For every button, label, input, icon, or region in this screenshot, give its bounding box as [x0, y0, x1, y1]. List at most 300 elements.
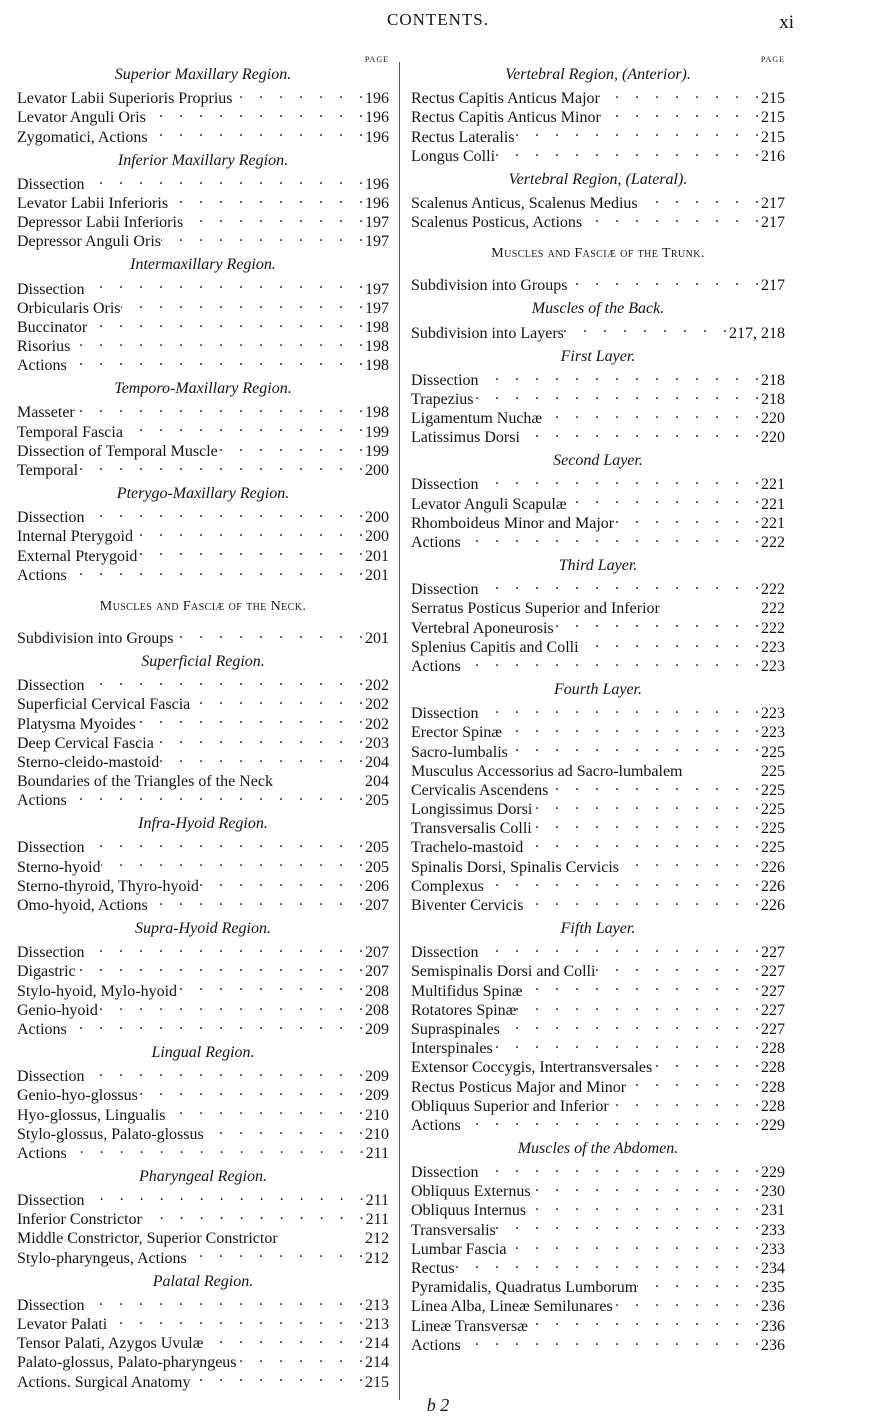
entry-page-number: 198 — [365, 318, 389, 336]
entry-page-number: 213 — [365, 1296, 389, 1314]
leader-dots — [75, 398, 365, 417]
entry-page-number: 218 — [761, 371, 785, 389]
contents-entry — [411, 1331, 785, 1354]
entry-page-number: 212 — [365, 1249, 389, 1267]
entry-title: Dissection — [17, 509, 85, 527]
entry-page-number: 222 — [761, 581, 785, 599]
entry-page-number: 215 — [761, 128, 785, 146]
entry-page-number: 225 — [761, 781, 785, 799]
entry-title: Complexus — [411, 877, 484, 895]
leader-dots — [638, 189, 761, 208]
signature-mark — [0, 1395, 876, 1416]
entry-title: Dissection — [411, 581, 479, 599]
entry-title: Dissection — [17, 677, 85, 695]
entry-page-number: 218 — [761, 390, 785, 408]
leader-dots — [85, 503, 365, 522]
contents-entry — [17, 170, 389, 193]
entry-title: Internal Pterygoid — [17, 528, 133, 546]
leader-dots — [461, 528, 761, 547]
leader-dots — [523, 976, 761, 995]
entry-title: Platysma Myoides — [17, 715, 136, 733]
section-heading: Fourth Layer. — [554, 680, 642, 698]
entry-title: Buccinator — [17, 318, 88, 336]
entry-title: Actions — [411, 534, 461, 552]
leader-dots — [76, 957, 365, 976]
entry-page-number: 223 — [761, 638, 785, 656]
entry-title: Levator Anguli Oris — [17, 109, 146, 127]
contents-entry — [17, 1062, 389, 1086]
contents-column-left — [17, 54, 389, 1391]
contents-entry — [411, 470, 785, 494]
entry-page-number: 228 — [761, 1059, 785, 1077]
entry-title: Dissection — [17, 839, 85, 857]
contents-entry — [17, 1015, 389, 1038]
leader-dots — [496, 1215, 761, 1234]
entry-title: Sterno-hyoid — [17, 858, 101, 876]
entry-page-number: 200 — [365, 509, 389, 527]
entry-title: Stylo-hyoid, Mylo-hyoid — [17, 982, 178, 1000]
entry-title: Scalenus Posticus, Actions — [411, 214, 583, 232]
leader-dots — [479, 366, 761, 385]
entry-page-number: 215 — [365, 1373, 389, 1391]
entry-page-number: 223 — [761, 657, 785, 675]
entry-title: Levator Labii Inferioris — [17, 194, 169, 212]
leader-dots — [78, 456, 365, 475]
leader-dots — [168, 189, 365, 208]
leader-dots — [233, 84, 365, 103]
leader-dots — [520, 423, 761, 442]
entry-page-number: 197 — [365, 214, 389, 232]
entry-title: Rectus Posticus Major and Minor — [411, 1078, 627, 1096]
entry-title: Longus Colli — [411, 147, 496, 165]
entry-title: Lineæ Transversæ — [411, 1317, 528, 1335]
entry-page-number: 196 — [365, 128, 389, 146]
entry-title: Sterno-thyroid, Thyro-hyoid — [17, 877, 199, 895]
leader-dots — [177, 976, 365, 995]
contents-entry — [17, 786, 389, 810]
entry-page-number: 196 — [365, 194, 389, 212]
entry-page-number: 213 — [365, 1316, 389, 1334]
entry-page-number: 217 — [761, 214, 785, 232]
entry-page-number: 221 — [761, 495, 785, 513]
entry-title: Temporal Fascia — [17, 423, 123, 441]
leader-dots — [516, 996, 761, 1015]
entry-page-number: 196 — [365, 109, 389, 127]
leader-dots — [67, 1139, 366, 1158]
entry-title: Obliquus Externus — [411, 1183, 531, 1201]
entry-title: Rectus Capitis Anticus Major — [411, 90, 600, 108]
entry-title: Splenius Capitis and Colli — [411, 638, 579, 656]
leader-dots — [495, 142, 761, 161]
section-heading: Intermaxillary Region. — [130, 256, 276, 274]
signature-mark-text: b 2 — [426, 1395, 450, 1415]
contents-list-left — [17, 65, 389, 1391]
leader-dots — [159, 748, 365, 767]
page-header — [0, 8, 876, 38]
leader-dots — [479, 699, 761, 718]
leader-dots — [502, 718, 761, 737]
entry-page-number: 196 — [365, 175, 389, 193]
entry-title: Multifidus Spinæ — [411, 982, 523, 1000]
leader-dots — [461, 1111, 761, 1130]
leader-dots — [121, 294, 365, 313]
entry-title: Interspinales — [411, 1040, 493, 1058]
leader-dots — [85, 1291, 365, 1310]
entry-title: Dissection of Temporal Muscle — [17, 442, 218, 460]
entry-page-number: 221 — [761, 476, 785, 494]
leader-dots — [523, 833, 761, 852]
entry-title: Actions — [17, 357, 67, 375]
section-heading: Second Layer. — [553, 452, 643, 470]
leader-dots — [493, 1034, 761, 1053]
entry-page-number: 217 — [761, 277, 785, 295]
entry-title: Dissection — [411, 1164, 479, 1182]
entry-title: Actions — [17, 792, 67, 810]
contents-entry — [17, 561, 389, 584]
entry-page-number: 214 — [365, 1354, 389, 1372]
entry-title: Palato-glossus, Palato-pharyngeus — [17, 1354, 237, 1372]
contents-entry — [17, 398, 389, 422]
contents-entry — [17, 938, 389, 962]
entry-page-number: 203 — [365, 734, 389, 752]
page-column-label: PAGE — [760, 55, 785, 64]
section-heading: Third Layer. — [558, 557, 638, 574]
section-heading: Pterygo-Maxillary Region. — [116, 485, 290, 502]
entry-page-number: 217 — [761, 194, 785, 212]
entry-title: Genio-hyo-glossus — [17, 1087, 138, 1105]
entry-title: Vertebral Aponeurosis — [411, 619, 554, 637]
entry-title: Dissection — [17, 1296, 85, 1314]
leader-dots — [564, 318, 729, 337]
entry-title: Musculus Accessorius ad Sacro-lumbalem — [411, 762, 683, 780]
leader-dots — [637, 1273, 761, 1292]
entry-title: Actions — [17, 1144, 67, 1162]
leader-dots — [133, 522, 365, 541]
leader-dots — [101, 852, 365, 871]
entry-title: Extensor Coccygis, Intertransversales — [411, 1059, 653, 1077]
leader-dots — [461, 1331, 761, 1350]
page-column-label: PAGE — [364, 55, 389, 64]
entry-title: Orbicularis Oris — [17, 299, 121, 317]
entry-page-number: 209 — [365, 1020, 389, 1038]
leader-dots — [137, 541, 365, 560]
section-heading: Palatal Region. — [152, 1272, 254, 1290]
entry-title: Temporal — [17, 462, 79, 480]
contents-entry — [411, 84, 785, 108]
entry-page-number: 221 — [761, 514, 785, 532]
entry-page-number: 209 — [365, 1087, 389, 1105]
section-heading: Vertebral Region, (Lateral). — [508, 170, 688, 188]
contents-entry — [17, 503, 389, 527]
entry-page-number: 235 — [761, 1279, 785, 1297]
entry-page-number: 227 — [761, 944, 785, 962]
entry-page-number: 227 — [761, 963, 785, 981]
leader-dots — [183, 208, 365, 227]
section-heading: Infra-Hyoid Region. — [138, 815, 268, 833]
contents-entry — [17, 1139, 389, 1162]
entry-page-number: 197 — [365, 299, 389, 317]
entry-title: Trapezius — [411, 390, 474, 408]
entry-title: Subdivision into Groups — [17, 629, 174, 647]
entry-title: Omo-hyoid, Actions — [17, 897, 148, 915]
entry-title: Rhomboideus Minor and Major — [411, 514, 615, 532]
entry-title: Deep Cervical Fascia — [17, 734, 154, 752]
entry-title: Obliquus Internus — [411, 1202, 527, 1220]
leader-dots — [600, 84, 761, 103]
leader-dots — [479, 938, 761, 957]
entry-page-number: 226 — [761, 897, 785, 915]
entry-title: Serratus Posticus Superior and Inferior — [411, 600, 660, 618]
leader-dots — [567, 489, 761, 508]
leader-dots — [508, 737, 761, 756]
entry-title: Latissimus Dorsi — [411, 429, 520, 447]
entry-page-number: 198 — [365, 357, 389, 375]
entry-page-number: 212 — [365, 1230, 389, 1248]
entry-title: Actions. Surgical Anatomy — [17, 1373, 191, 1391]
leader-dots — [85, 170, 365, 189]
entry-title: Rectus — [411, 1260, 455, 1278]
entry-title: Dissection — [17, 944, 85, 962]
leader-dots — [532, 814, 761, 833]
leader-dots — [85, 274, 365, 293]
leader-dots — [70, 332, 365, 351]
contents-entry — [17, 351, 389, 375]
leader-dots — [190, 690, 365, 709]
entry-page-number: 236 — [761, 1336, 785, 1354]
entry-page-number: 229 — [761, 1164, 785, 1182]
entry-page-number: 228 — [761, 1097, 785, 1115]
entry-page-number: 229 — [761, 1116, 785, 1134]
entry-page-number: 222 — [761, 534, 785, 552]
entry-page-number: 230 — [761, 1183, 785, 1201]
leader-dots — [515, 122, 761, 141]
contents-entry — [411, 1254, 785, 1278]
entry-title: Superficial Cervical Fascia — [17, 696, 191, 714]
leader-dots — [67, 561, 365, 580]
leader-dots — [138, 1081, 365, 1100]
entry-page-number: 225 — [761, 801, 785, 819]
entry-title: Zygomatici, Actions — [17, 128, 148, 146]
entry-title: External Pterygoid — [17, 547, 138, 565]
leader-dots — [479, 575, 761, 594]
entry-title: Subdivision into Groups — [411, 277, 568, 295]
contents-entry — [17, 1291, 389, 1314]
contents-entry — [411, 189, 785, 212]
entry-title: Levator Labii Superioris Proprius — [17, 90, 233, 108]
entry-title: Hyo-glossus, Lingualis — [17, 1106, 166, 1124]
entry-page-number: 199 — [365, 442, 389, 460]
contents-entry — [411, 652, 785, 675]
entry-title: Levator Anguli Scapulæ — [411, 495, 567, 513]
entry-page-number: 205 — [365, 858, 389, 876]
entry-page-number: 227 — [761, 1001, 785, 1019]
entry-page-number: 222 — [761, 619, 785, 637]
entry-page-number: 201 — [365, 566, 389, 584]
entry-page-number: 236 — [761, 1317, 785, 1335]
entry-title: Stylo-glossus, Palato-glossus — [17, 1125, 204, 1143]
leader-dots — [190, 1367, 365, 1386]
entry-title: Risorius — [17, 338, 71, 356]
contents-list-right — [411, 65, 785, 1354]
entry-page-number: 204 — [365, 773, 389, 791]
entry-title: Semispinalis Dorsi and Colli — [411, 963, 596, 981]
entry-title: Rotatores Spinæ — [411, 1001, 517, 1019]
entry-page-number: 226 — [761, 877, 785, 895]
section-heading: First Layer. — [560, 347, 636, 365]
entry-page-number: 200 — [365, 528, 389, 546]
entry-page-number: 226 — [761, 858, 785, 876]
entry-title: Dissection — [411, 476, 479, 494]
entry-page-number: 211 — [365, 1192, 389, 1210]
entry-title: Dissection — [411, 705, 479, 723]
section-heading: Superficial Region. — [141, 652, 265, 670]
entry-page-number: 234 — [761, 1260, 785, 1278]
leader-dots — [474, 385, 761, 404]
contents-entry — [411, 575, 785, 599]
entry-title: Genio-hyoid — [17, 1001, 98, 1019]
leader-dots — [455, 1254, 761, 1273]
leader-dots — [218, 437, 365, 456]
leader-dots — [479, 470, 761, 489]
entry-page-number: 210 — [365, 1125, 389, 1143]
entry-page-number: 225 — [761, 743, 785, 761]
entry-page-number: 220 — [761, 410, 785, 428]
entry-page-number: 202 — [365, 696, 389, 714]
running-title: CONTENTS. — [386, 10, 490, 29]
entry-title: Stylo-pharyngeus, Actions — [17, 1249, 187, 1267]
section-heading: Lingual Region. — [151, 1043, 255, 1061]
entry-title: Dissection — [17, 1068, 85, 1086]
leader-dots — [203, 1329, 365, 1348]
leader-dots — [123, 417, 365, 436]
entry-page-number: 227 — [761, 982, 785, 1000]
entry-title: Dissection — [17, 175, 85, 193]
leader-dots — [484, 872, 761, 891]
entry-page-number: 231 — [761, 1202, 785, 1220]
entry-title: Digastric — [17, 963, 76, 981]
entry-page-number: 197 — [365, 233, 389, 251]
leader-dots — [148, 891, 365, 910]
leader-dots — [626, 1072, 761, 1091]
section-heading: Pharyngeal Region. — [139, 1167, 267, 1185]
entry-title: Erector Spinæ — [411, 724, 503, 742]
entry-page-number: 220 — [761, 429, 785, 447]
leader-dots — [161, 227, 365, 246]
leader-dots — [531, 1177, 761, 1196]
entry-page-number: 202 — [365, 677, 389, 695]
entry-title: Sacro-lumbalis — [411, 743, 508, 761]
entry-title: Actions — [17, 1020, 67, 1038]
contents-entry — [17, 274, 389, 298]
entry-page-number: 201 — [365, 547, 389, 565]
entry-title: Trachelo-mastoid — [411, 839, 524, 857]
entry-title: Longissimus Dorsi — [411, 801, 533, 819]
entry-page-number: 204 — [365, 753, 389, 771]
entry-page-number: 211 — [365, 1144, 389, 1162]
entry-title: Obliquus Superior and Inferior — [411, 1097, 609, 1115]
entry-title: Levator Palati — [17, 1316, 108, 1334]
entry-title: Pyramidalis, Quadratus Lumborum — [411, 1279, 638, 1297]
leader-dots — [532, 795, 761, 814]
major-heading: Muscles and Fasciæ of the Neck. — [99, 598, 307, 614]
section-heading: Supra-Hyoid Region. — [135, 920, 271, 937]
contents-entry — [17, 332, 389, 356]
leader-dots — [613, 1292, 761, 1311]
entry-page-number: 228 — [761, 1040, 785, 1058]
leader-dots — [85, 833, 365, 852]
contents-entry — [17, 671, 389, 695]
entry-page-number: 223 — [761, 705, 785, 723]
section-heading: Vertebral Region, (Anterior). — [505, 66, 691, 83]
leader-dots — [652, 1053, 761, 1072]
entry-page-number: 201 — [365, 629, 389, 647]
leader-dots — [173, 624, 365, 643]
entry-title: Dissection — [17, 280, 85, 298]
entry-page-number: 227 — [761, 1020, 785, 1038]
major-heading: Muscles and Fasciæ of the Trunk. — [491, 246, 705, 262]
leader-dots — [507, 1235, 761, 1254]
entry-page-number: 210 — [365, 1106, 389, 1124]
entry-title: Dissection — [411, 371, 479, 389]
entry-title: Cervicalis Ascendens — [411, 781, 549, 799]
entry-page-number: 198 — [365, 338, 389, 356]
entry-page-number: 211 — [365, 1211, 389, 1229]
entry-page-number: 207 — [365, 944, 389, 962]
entry-title: Middle Constrictor, Superior Constrictor — [17, 1230, 278, 1248]
entry-page-number: 222 — [761, 600, 785, 618]
entry-title: Lumbar Fascia — [411, 1240, 507, 1258]
leader-dots — [85, 671, 365, 690]
leader-dots — [165, 1100, 365, 1119]
entry-page-number: 209 — [365, 1068, 389, 1086]
entry-title: Transversalis — [411, 1221, 496, 1239]
folio-page-number: xi — [779, 12, 794, 33]
entry-page-number: 214 — [365, 1335, 389, 1353]
entry-title: Rectus Lateralis — [411, 128, 515, 146]
entry-page-number: 207 — [365, 963, 389, 981]
entry-title: Actions — [411, 657, 461, 675]
leader-dots — [554, 613, 761, 632]
leader-dots — [542, 404, 761, 423]
contents-entry — [17, 84, 389, 108]
entry-title: Tensor Palati, Azygos Uvulæ — [17, 1335, 204, 1353]
leader-dots — [146, 103, 365, 122]
leader-dots — [528, 1311, 761, 1330]
leader-dots — [85, 1186, 366, 1205]
contents-entry — [411, 271, 785, 295]
entry-page-number: 236 — [761, 1298, 785, 1316]
entry-title: Ligamentum Nuchæ — [411, 410, 543, 428]
leader-dots — [187, 1243, 365, 1262]
leader-dots — [154, 729, 365, 748]
leader-dots — [87, 313, 365, 332]
entry-page-number: 208 — [365, 982, 389, 1000]
leader-dots — [67, 786, 365, 805]
entry-title: Depressor Anguli Oris — [17, 233, 161, 251]
leader-dots — [523, 891, 761, 910]
leader-dots — [461, 652, 761, 671]
entry-title: Boundaries of the Triangles of the Neck — [17, 773, 273, 791]
contents-entry — [411, 366, 785, 389]
contents-entry — [411, 1111, 785, 1134]
section-heading: Superior Maxillary Region. — [114, 66, 292, 83]
entry-title: Masseter — [17, 404, 75, 422]
entry-page-number: 208 — [365, 1001, 389, 1019]
entry-title: Actions — [411, 1336, 461, 1354]
leader-dots — [579, 633, 761, 652]
leader-dots — [85, 1062, 365, 1081]
entry-page-number: 216 — [761, 147, 785, 165]
